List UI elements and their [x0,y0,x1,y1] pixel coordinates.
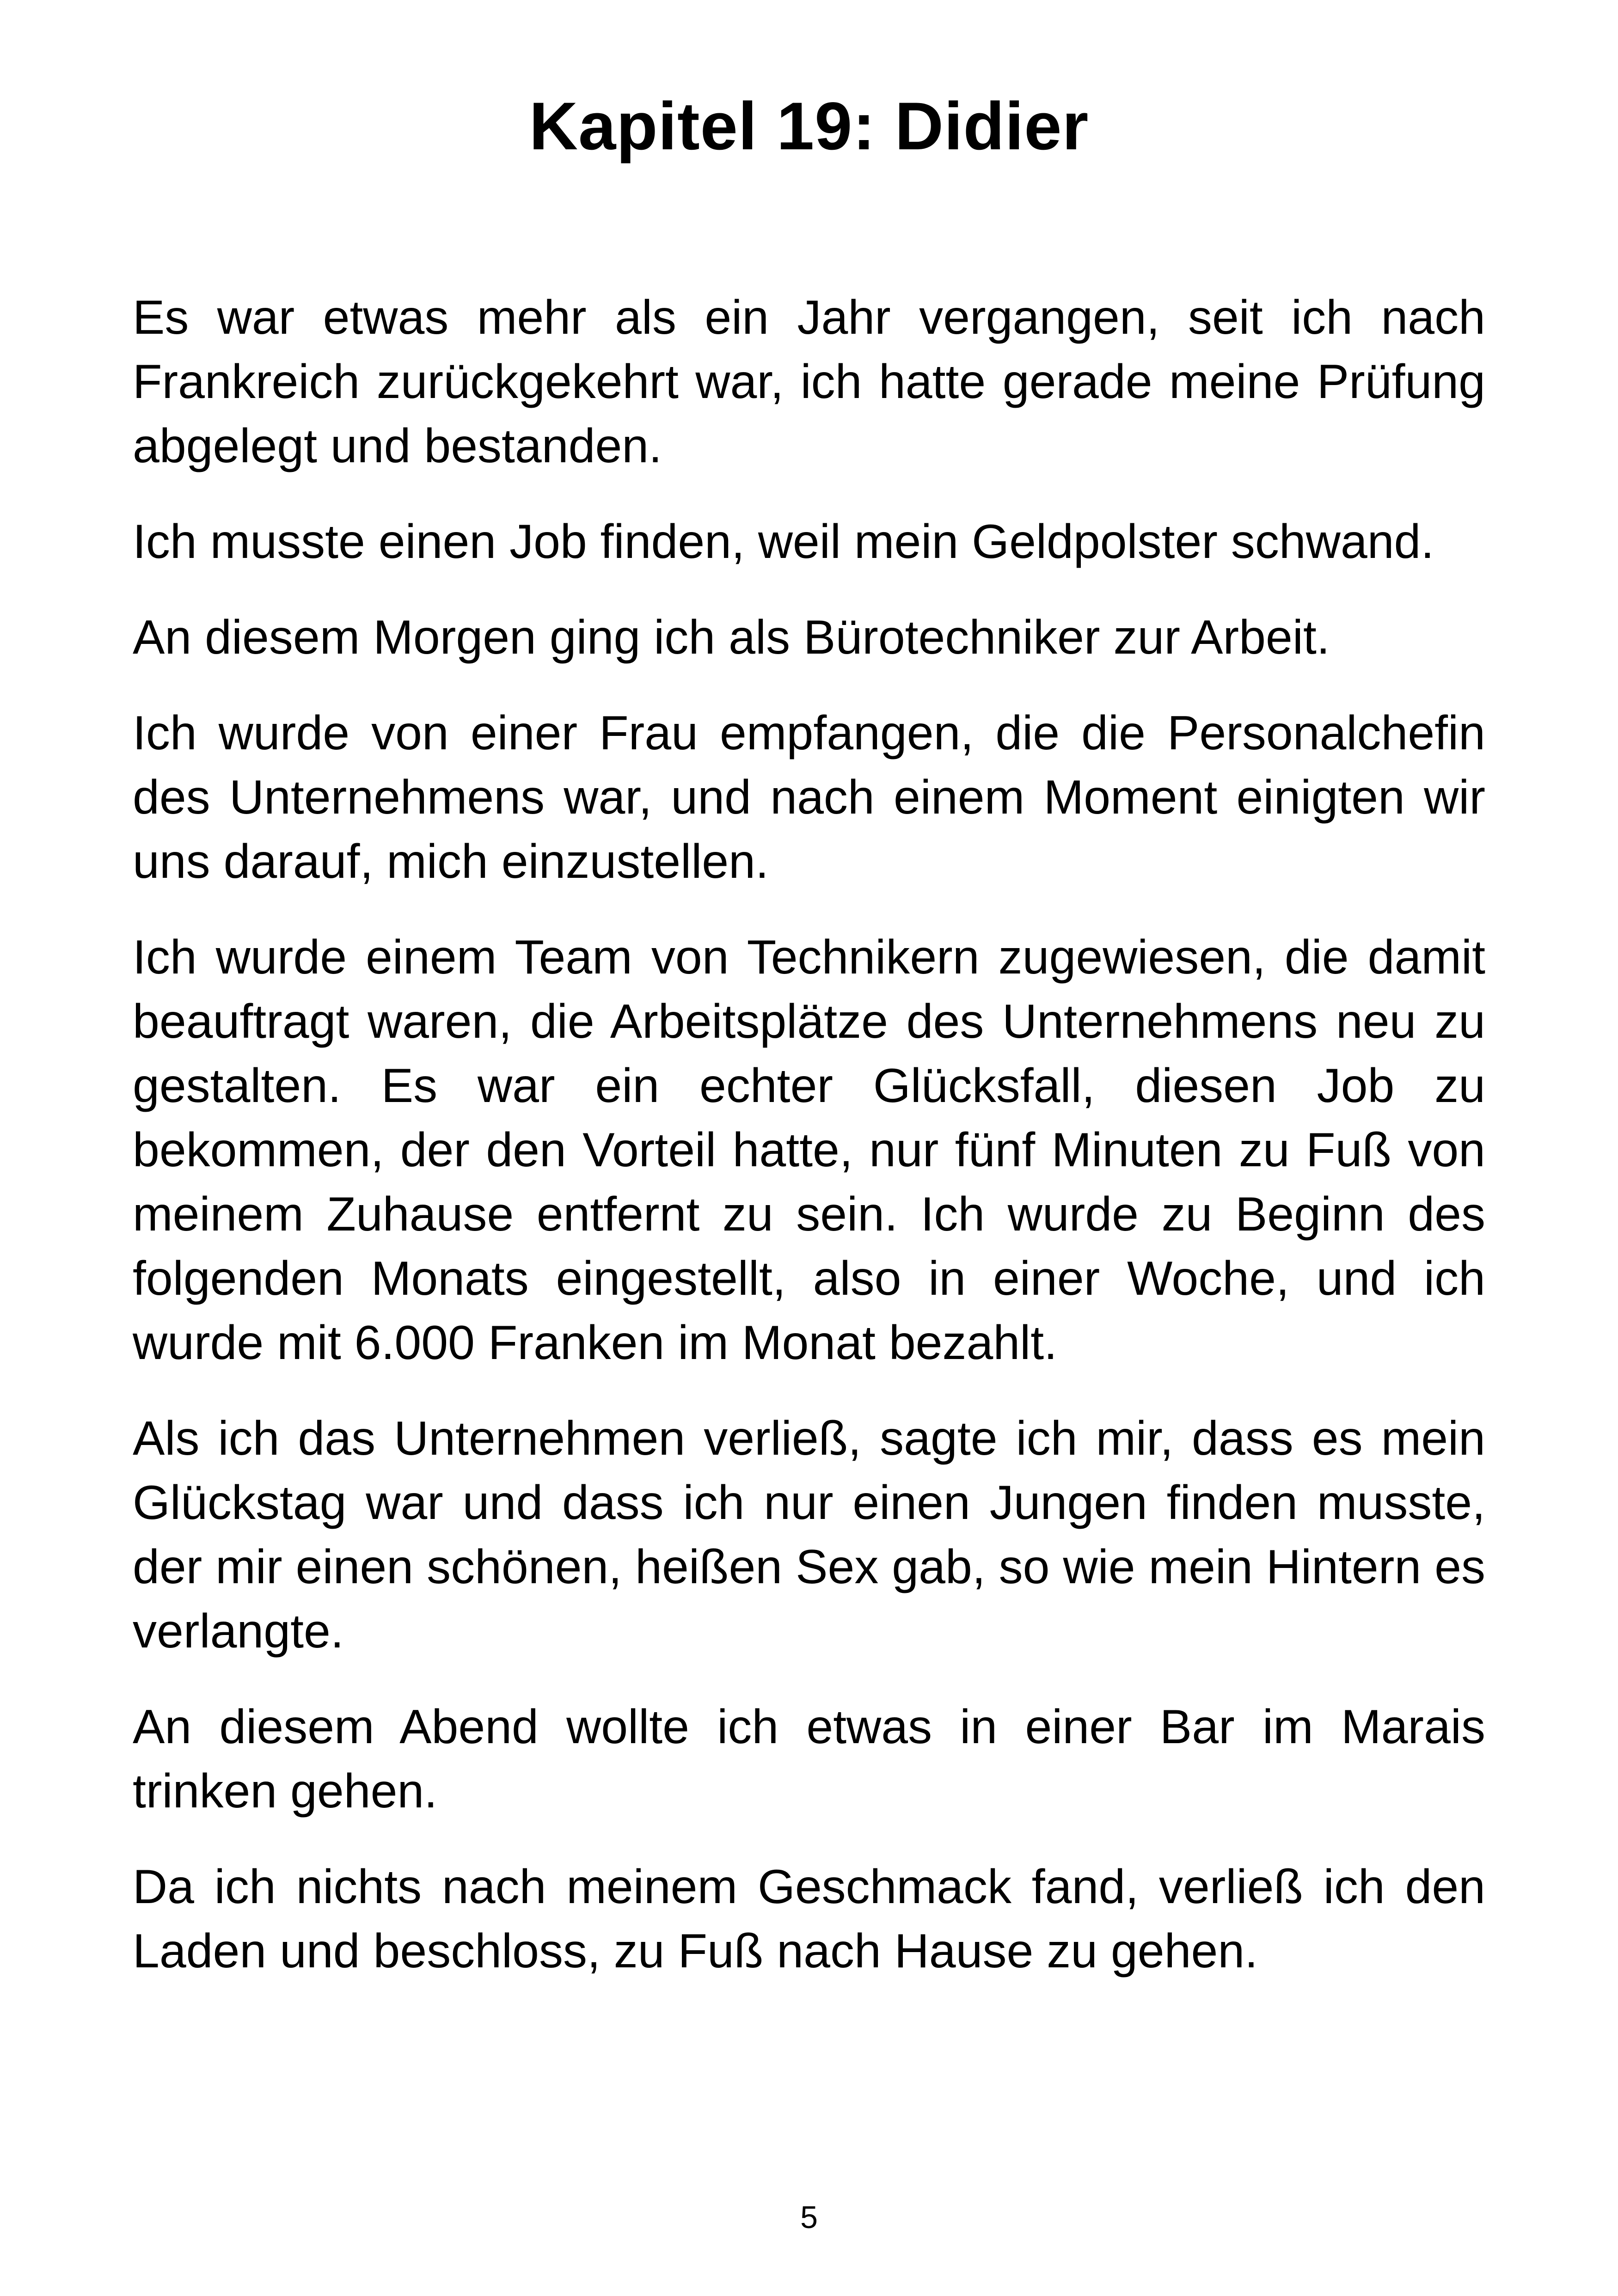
paragraph: An diesem Morgen ging ich als Bürotechniker zur Arbeit. [133,611,1330,664]
paragraph: Ich musste einen Job finden, weil mein Geldpolster schwand. [133,515,1434,569]
paragraph: Ich wurde von einer Frau empfangen, die die Personalchefin des Unternehmens war, und nach einem Moment einigten wir uns darauf, mich einzustellen. [133,706,1485,888]
paragraph: Es war etwas mehr als ein Jahr vergangen, seit ich nach Frankreich zurückgekehrt war, ich hatte gerade meine Prüfung abgelegt und bestanden. [133,291,1485,473]
chapter-body [133,286,1485,2015]
page-number: 5 [800,2200,818,2235]
paragraph: An diesem Abend wollte ich etwas in einer Bar im Marais trinken gehen. [133,1700,1485,1818]
paragraph: Als ich das Unternehmen verließ, sagte ich mir, dass es mein Glückstag war und dass ich nur einen Jungen finden musste, der mir einen schönen, heißen Sex gab, so wie mein Hintern es verlangte. [133,1412,1485,1658]
paragraph: Ich wurde einem Team von Technikern zugewiesen, die damit beauftragt waren, die Arbeitsplätze des Unternehmens neu zu gestalten. Es war ein echter Glücksfall, diesen Job zu bekommen, der den Vorteil hatte, nur fünf Minuten zu Fuß von meinem Zuhause entfernt zu sein. Ich wurde zu Beginn des folgenden Monats eingestellt, also in einer Woche, und ich wurde mit 6.000 Franken im Monat bezahlt. [133,931,1485,1370]
paragraph: Da ich nichts nach meinem Geschmack fand, verließ ich den Laden und beschloss, zu Fuß nach Hause zu gehen. [133,1860,1485,1978]
chapter-title: Kapitel 19: Didier [529,88,1089,164]
